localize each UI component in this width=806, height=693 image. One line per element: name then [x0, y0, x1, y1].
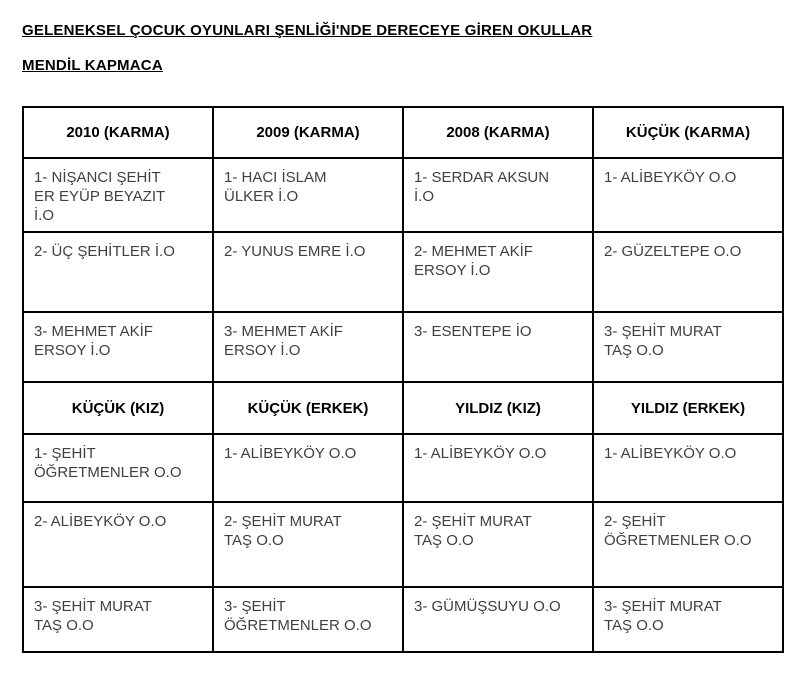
category-header-cell: KÜÇÜK (KIZ) — [23, 382, 213, 434]
category-header-cell: YILDIZ (ERKEK) — [593, 382, 783, 434]
result-cell: 3- GÜMÜŞSUYU O.O — [403, 587, 593, 652]
result-row — [23, 312, 783, 382]
category-header-cell: KÜÇÜK (KARMA) — [593, 107, 783, 158]
category-header-cell: KÜÇÜK (ERKEK) — [213, 382, 403, 434]
result-cell: 1- ALİBEYKÖY O.O — [593, 158, 783, 232]
result-cell: 1- ŞEHİT ÖĞRETMENLER O.O — [23, 434, 213, 502]
result-cell: 3- ŞEHİT ÖĞRETMENLER O.O — [213, 587, 403, 652]
result-cell: 1- NİŞANCI ŞEHİT ER EYÜP BEYAZIT İ.O — [23, 158, 213, 232]
result-cell: 2- YUNUS EMRE İ.O — [213, 232, 403, 312]
page-subtitle: MENDİL KAPMACA — [22, 57, 163, 74]
result-cell: 3- ŞEHİT MURAT TAŞ O.O — [23, 587, 213, 652]
result-cell: 1- ALİBEYKÖY O.O — [593, 434, 783, 502]
category-header-cell: YILDIZ (KIZ) — [403, 382, 593, 434]
result-row — [23, 158, 783, 232]
result-cell: 3- ŞEHİT MURAT TAŞ O.O — [593, 587, 783, 652]
category-header-cell: 2010 (KARMA) — [23, 107, 213, 158]
result-cell: 3- ESENTEPE İO — [403, 312, 593, 382]
result-cell: 3- MEHMET AKİF ERSOY İ.O — [23, 312, 213, 382]
result-row — [23, 434, 783, 502]
category-header-cell: 2008 (KARMA) — [403, 107, 593, 158]
category-header-row — [23, 382, 783, 434]
result-cell: 1- SERDAR AKSUN İ.O — [403, 158, 593, 232]
result-cell: 2- ALİBEYKÖY O.O — [23, 502, 213, 587]
result-cell: 2- GÜZELTEPE O.O — [593, 232, 783, 312]
results-table-body — [23, 107, 783, 652]
result-cell: 2- ŞEHİT MURAT TAŞ O.O — [403, 502, 593, 587]
result-row — [23, 502, 783, 587]
result-cell: 2- ÜÇ ŞEHİTLER İ.O — [23, 232, 213, 312]
category-header-row — [23, 107, 783, 158]
result-row — [23, 232, 783, 312]
result-cell: 1- HACI İSLAM ÜLKER İ.O — [213, 158, 403, 232]
result-cell: 2- MEHMET AKİF ERSOY İ.O — [403, 232, 593, 312]
results-table — [22, 106, 784, 653]
result-cell: 3- MEHMET AKİF ERSOY İ.O — [213, 312, 403, 382]
page-title: GELENEKSEL ÇOCUK OYUNLARI ŞENLİĞİ'NDE DERECEYE GİREN OKULLAR — [22, 22, 593, 39]
result-cell: 3- ŞEHİT MURAT TAŞ O.O — [593, 312, 783, 382]
result-cell: 1- ALİBEYKÖY O.O — [213, 434, 403, 502]
category-header-cell: 2009 (KARMA) — [213, 107, 403, 158]
result-row — [23, 587, 783, 652]
result-cell: 2- ŞEHİT ÖĞRETMENLER O.O — [593, 502, 783, 587]
result-cell: 1- ALİBEYKÖY O.O — [403, 434, 593, 502]
result-cell: 2- ŞEHİT MURAT TAŞ O.O — [213, 502, 403, 587]
